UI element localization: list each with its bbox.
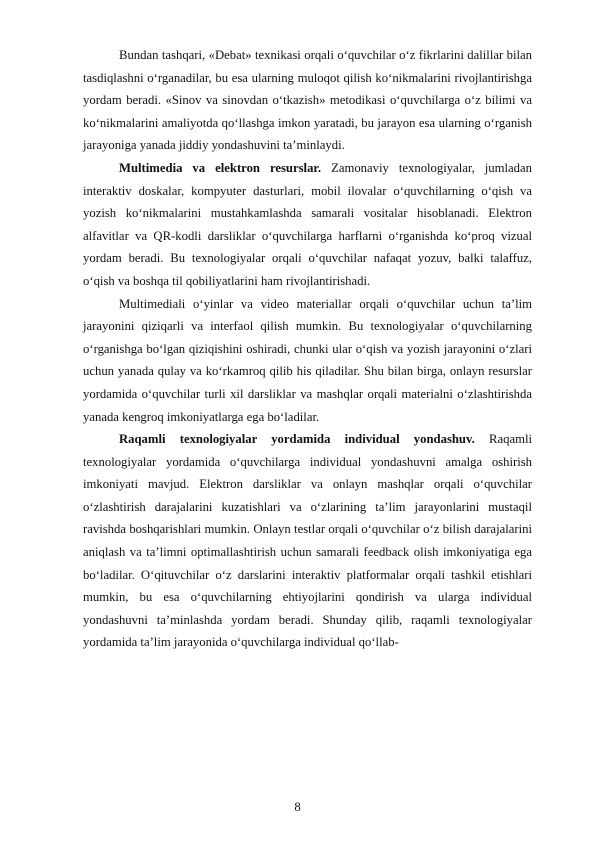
page-number: 8 <box>294 800 301 814</box>
paragraph-text: Multimediali o‘yinlar va video materiallar orqali o‘quvchilar uchun ta’lim jarayonini qiziqarli va interfaol qilish mumkin. Bu texnologiyalar o‘quvchilarning o‘rganishga bo‘lgan qiziqishini oshiradi, chunki ular o‘qish va yozish jarayonini o‘zlari uchun yanada qulay va ko‘rkamroq qilib his qiladilar. Shu bilan birga, onlayn resurslar yordamida o‘quvchilar turli xil darsliklar va mashqlar orqali materialni o‘zlashtirishda yanada kengroq imkoniyatlarga ega bo‘ladilar. <box>83 296 532 424</box>
paragraph-text: Bundan tashqari, «Debat» texnikasi orqali o‘quvchilar o‘z fikrlarini dalillar bilan tasdiqlashni o‘rganadilar, bu esa ularning muloqot qilish ko‘nikmalarini rivojlantirishga yordam beradi. «Sinov va sinovdan o‘tkazish» metodikasi o‘quvchilarga o‘z bilimi va ko‘nikmalarini amaliyotda qo‘llashga imkon yaratadi, bu jarayon esa ularning o‘rganish jarayoniga yanada jiddiy yondashuvini ta’minlaydi. <box>83 48 532 153</box>
paragraph-text: Zamonaviy texnologiyalar, jumladan interaktiv doskalar, kompyuter dasturlari, mobil ilovalar o‘quvchilarning o‘qish va yozish ko‘nikmalarini mustahkamlashda samarali vositalar hisoblanadi. Elektron alfavitlar va QR-kodli darsliklar o‘quvchilarga harflarni o‘rganishda ko‘proq vizual yordam beradi. Bu texnologiyalar orqali o‘quvchilar nafaqat yozuv, balki talaffuz, o‘qish va boshqa til qobiliyatlarini ham rivojlantirishadi. <box>83 160 532 288</box>
paragraph-heading: Multimedia va elektron resurslar. <box>119 160 322 175</box>
paragraph-debat <box>83 44 532 157</box>
paragraph-heading: Raqamli texnologiyalar yordamida individual yondashuv. <box>119 432 475 447</box>
paragraph-individual-approach <box>83 428 532 654</box>
paragraph-multimedia-games <box>83 293 532 429</box>
page-body <box>83 44 532 654</box>
paragraph-text: Raqamli texnologiyalar yordamida o‘quvchilarga individual yondashuvni amalga oshirish imkoniyati mavjud. Elektron darsliklar va onlayn mashqlar orqali o‘quvchilar o‘zlashtirish darajalarini kuzatishlari va o‘zlarining ta’lim jarayonlarini mustaqil ravishda boshqarishlari mumkin. Onlayn testlar orqali o‘quvchilar o‘z bilish darajalarini aniqlash va ta’limni optimallashtirish uchun samarali feedback olish imkoniyatiga ega bo‘ladilar. O‘qituvchilar o‘z darslarini interaktiv platformalar orqali tashkil etishlari mumkin, bu esa o‘quvchilarning ehtiyojlarini qondirish va ularga individual yondashuvni ta’minlashda yordam beradi. Shunday qilib, raqamli texnologiyalar yordamida ta’lim jarayonida o‘quvchilarga individual qo‘llab- <box>83 432 532 650</box>
paragraph-multimedia-resources <box>83 157 532 293</box>
